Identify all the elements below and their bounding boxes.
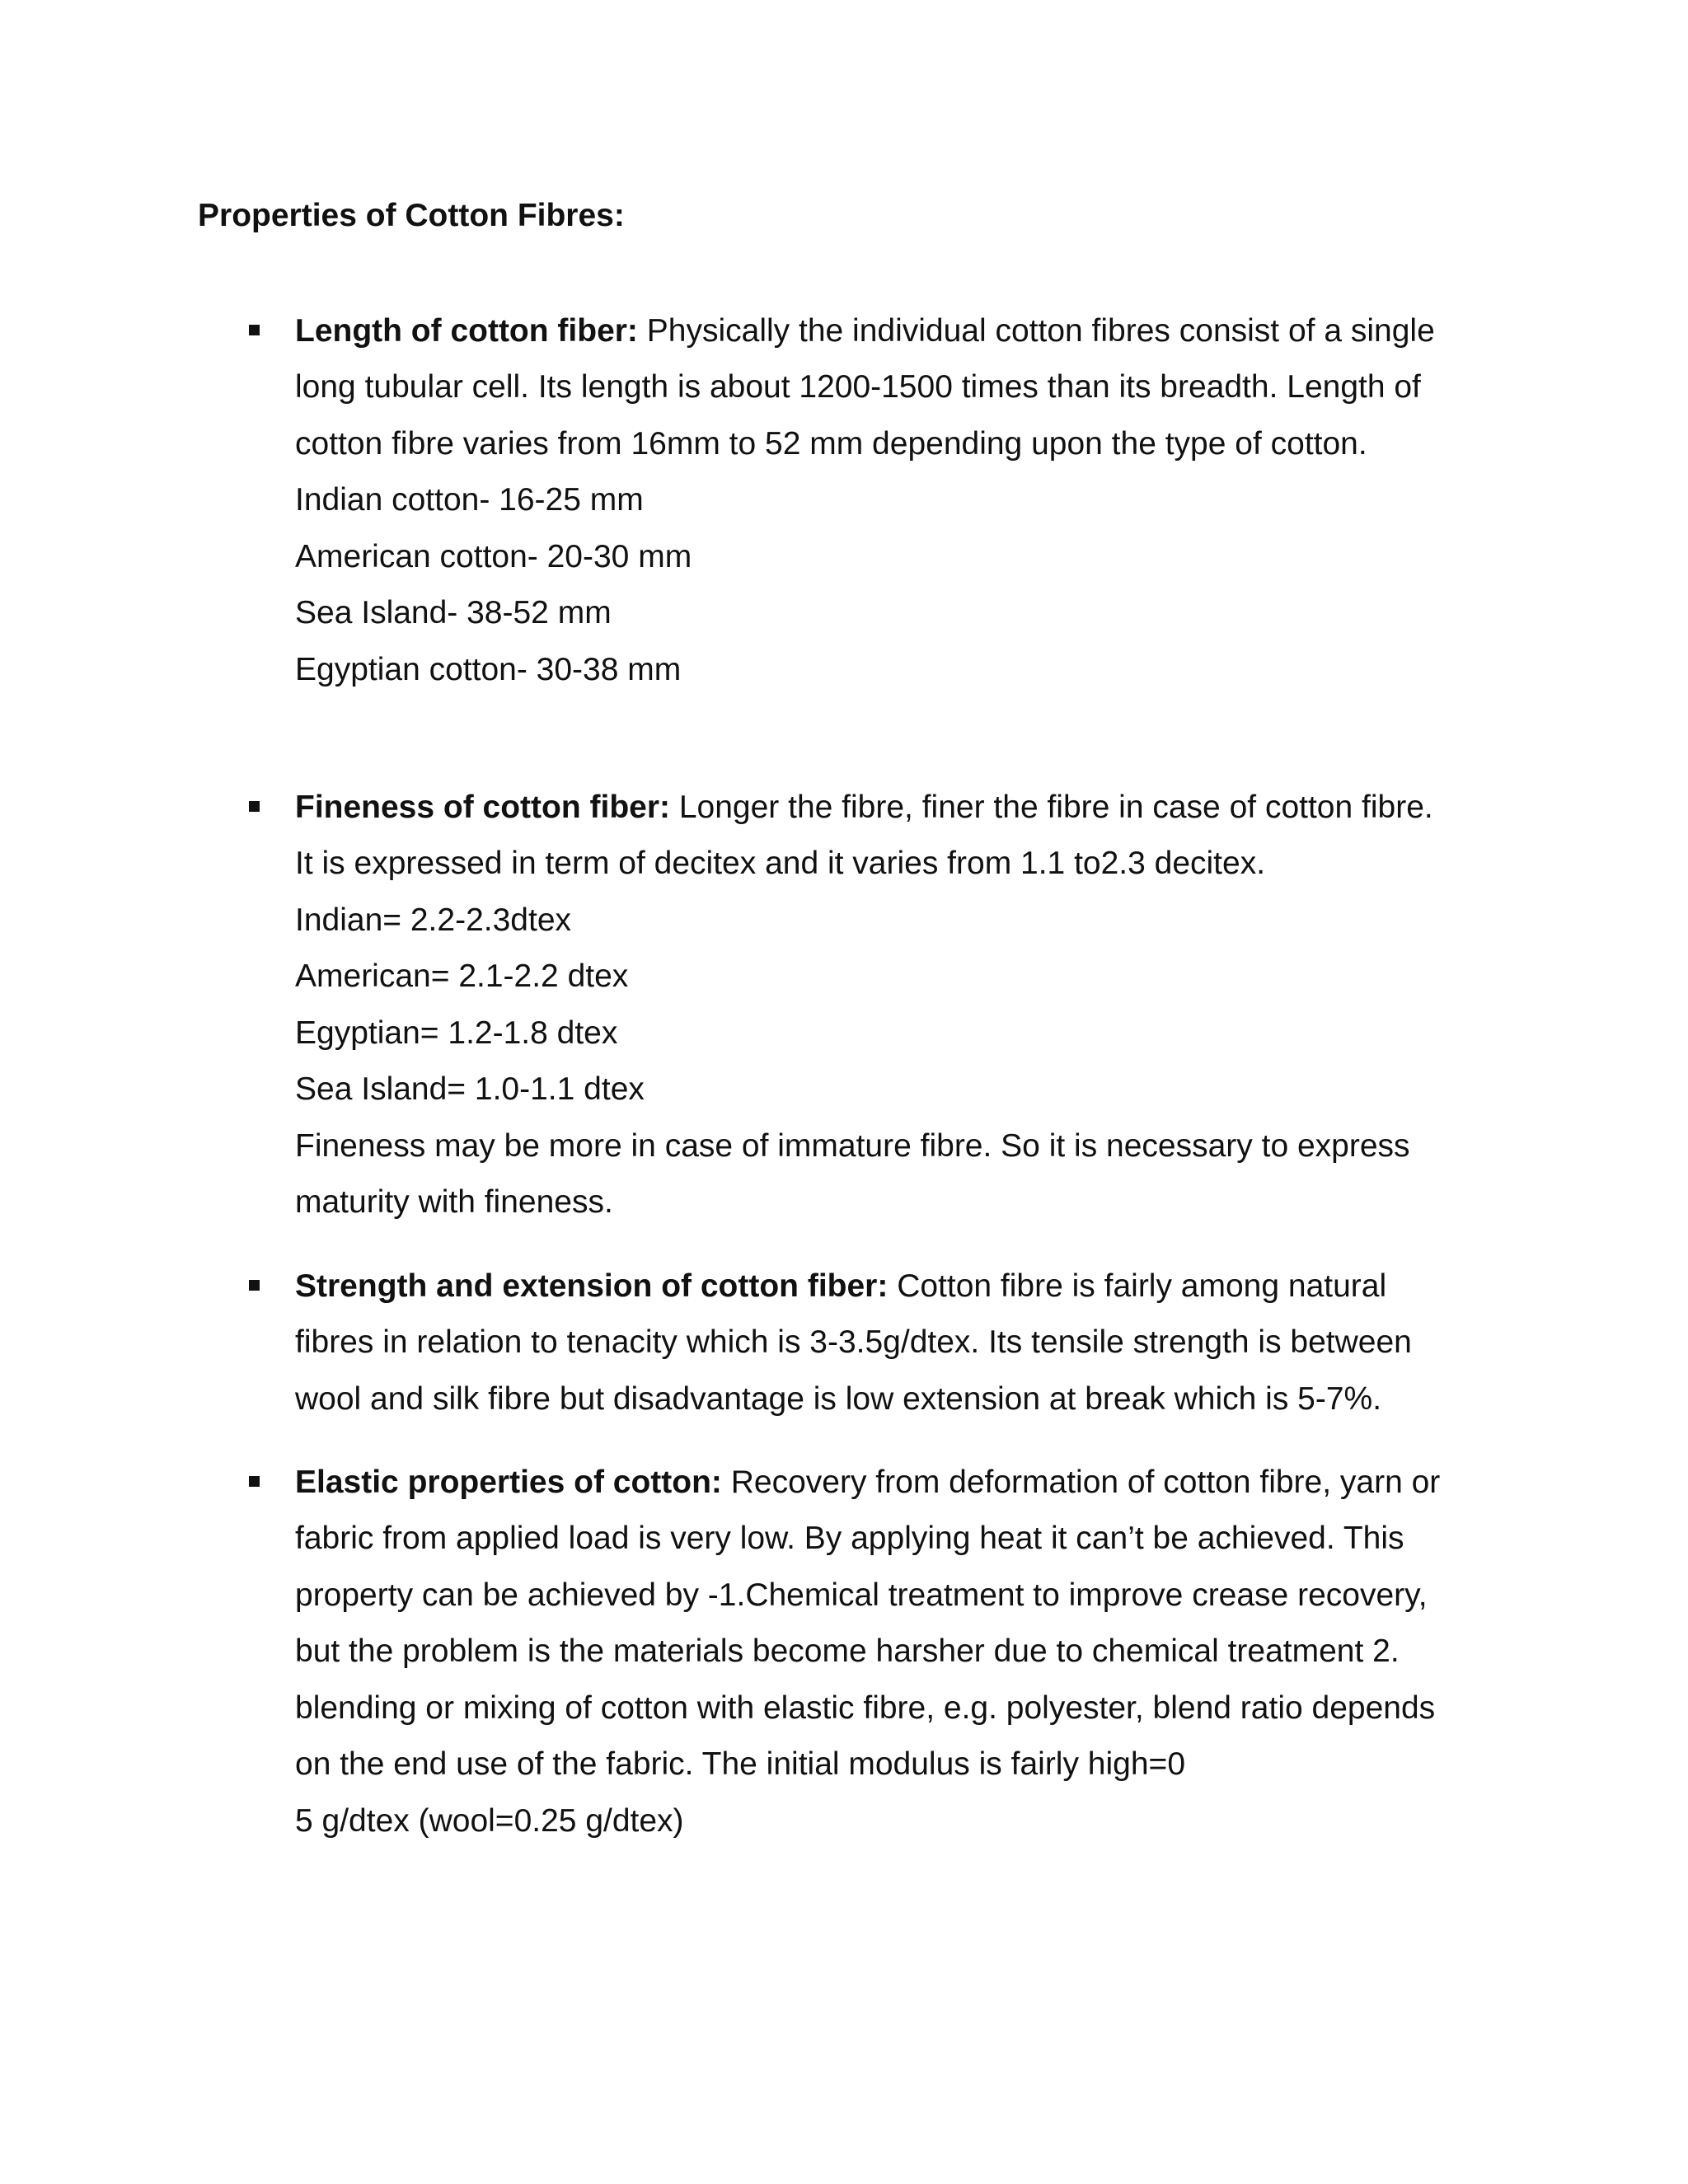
bullet-icon	[249, 1476, 260, 1487]
section-line: Egyptian= 1.2-1.8 dtex	[295, 1015, 618, 1051]
section-line: Egyptian cotton- 30-38 mm	[295, 652, 682, 687]
section-first-line	[295, 1265, 1386, 1308]
bullet-icon	[249, 1280, 260, 1291]
section-line: Sea Island- 38-52 mm	[295, 595, 612, 630]
section-line: American= 2.1-2.2 dtex	[295, 958, 629, 994]
section-line: fabric from applied load is very low. By applying heat it can’t be achieved. This	[295, 1521, 1404, 1556]
section-first-line	[295, 786, 1433, 829]
section-line: Fineness may be more in case of immature fibre. So it is necessary to express	[295, 1128, 1410, 1164]
section-line: It is expressed in term of decitex and it varies from 1.1 to2.3 decitex.	[295, 846, 1266, 881]
section-line: maturity with fineness.	[295, 1184, 613, 1220]
page-title: Properties of Cotton Fibres:	[198, 198, 625, 233]
section-label: Strength and extension of cotton fiber:	[295, 1268, 889, 1304]
bullet-icon	[249, 801, 260, 812]
section-text: Recovery from deformation of cotton fibre, yarn or	[730, 1465, 1441, 1500]
section-first-line	[295, 1461, 1440, 1504]
section-text: Cotton fibre is fairly among natural	[897, 1268, 1387, 1304]
section-label: Elastic properties of cotton:	[295, 1465, 722, 1500]
section-text: Longer the fibre, finer the fibre in case of cotton fibre.	[678, 790, 1433, 825]
section-text: Physically the individual cotton fibres consist of a single	[646, 313, 1435, 349]
section-line: Indian cotton- 16-25 mm	[295, 482, 644, 518]
section-line: long tubular cell. Its length is about 1200-1500 times than its breadth. Length of	[295, 369, 1421, 405]
section-line: blending or mixing of cotton with elastic fibre, e.g. polyester, blend ratio depends	[295, 1690, 1436, 1726]
section-line: 5 g/dtex (wool=0.25 g/dtex)	[295, 1803, 684, 1839]
section-first-line	[295, 310, 1435, 353]
section-line: cotton fibre varies from 16mm to 52 mm depending upon the type of cotton.	[295, 426, 1367, 462]
section-line: on the end use of the fabric. The initial modulus is fairly high=0	[295, 1746, 1186, 1782]
bullet-icon	[249, 325, 260, 335]
section-line: Indian= 2.2-2.3dtex	[295, 902, 572, 938]
section-label: Length of cotton fiber:	[295, 313, 638, 349]
section-line: but the problem is the materials become harsher due to chemical treatment 2.	[295, 1633, 1400, 1669]
section-label: Fineness of cotton fiber:	[295, 790, 671, 825]
section-line: American cotton- 20-30 mm	[295, 539, 692, 574]
section-line: wool and silk fibre but disadvantage is low extension at break which is 5-7%.	[295, 1381, 1382, 1417]
section-line: Sea Island= 1.0-1.1 dtex	[295, 1071, 645, 1107]
section-line: fibres in relation to tenacity which is 3-3.5g/dtex. Its tensile strength is between	[295, 1324, 1412, 1360]
section-line: property can be achieved by -1.Chemical treatment to improve crease recovery,	[295, 1577, 1428, 1613]
